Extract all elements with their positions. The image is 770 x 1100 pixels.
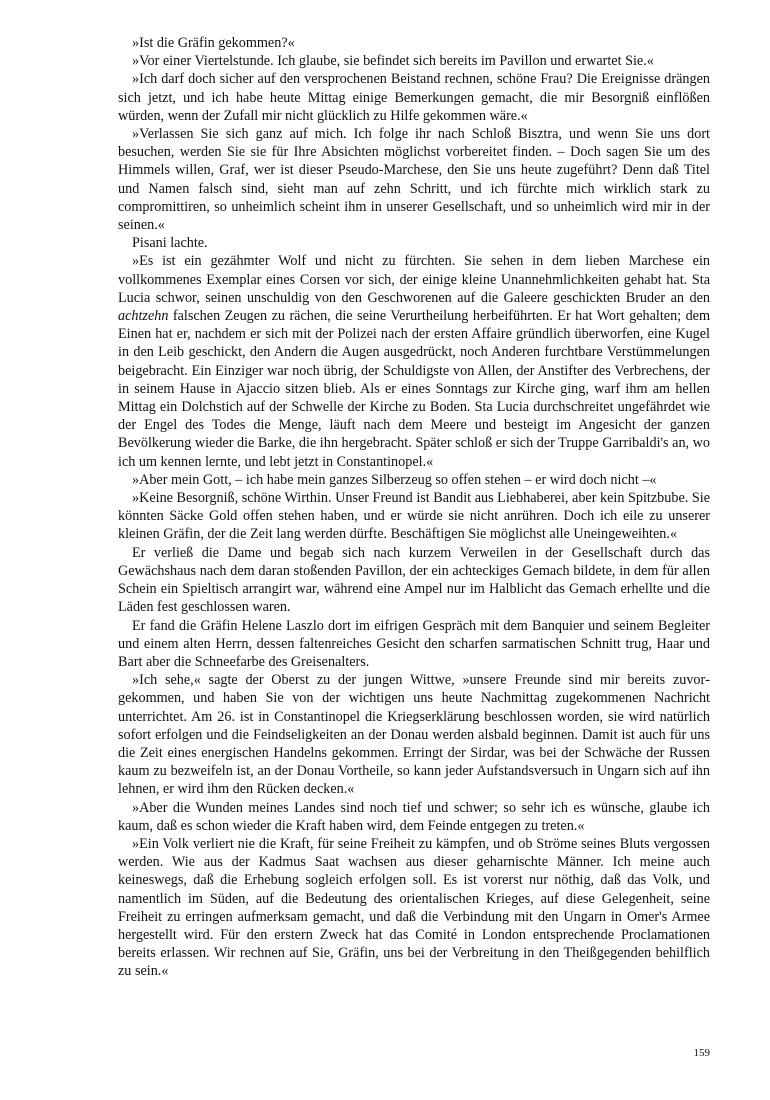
paragraph: »Keine Besorgniß, schöne Wirthin. Unser Freund ist Bandit aus Liebhaberei, aber kein Spitzbube. Sie könnten Säcke Gold offen stehen haben, und er würde sie nicht anrühren. Doch ich eile zu unserer kleinen Gräfin, der die Zeit lang werden dürfte. Beschäftigen Sie möglichst alle Uneingeweihten.« — [118, 490, 710, 543]
paragraph: »Vor einer Viertelstunde. Ich glaube, sie befindet sich bereits im Pavillon und erwartet Sie.« — [132, 53, 654, 70]
paragraph: Pisani lachte. — [132, 235, 208, 252]
paragraph: »Verlassen Sie sich ganz auf mich. Ich folge ihr nach Schloß Bisztra, und wenn Sie uns dort besuchen, werden Sie sie für Ihre Absichten möglichst vorbereitet finden. – Doch sagen Sie um des Himmels willen, Graf, wer ist dieser Pseudo-Marchese, den Sie uns heute zugeführt? Denn daß Titel und Namen falsch sind, sieht man auf zehn Schritt, und ich fürchte mich wirklich stark zu compromittiren, so unheimlich scheint ihm in unserer Gesellschaft, und so unheimlich wird mir in der seinen.« — [118, 126, 710, 234]
paragraph-text: falschen Zeugen zu rächen, die seine Verurtheilung herbeiführten. Er hat Wort gehalten; dem Einen hat er, nachdem er sich mit der Polizei nach der ersten Affaire gründlich überworfen, eine Kugel in den Leib geschickt, den Andern die Augen ausgedrückt, noch Anderen furchtbare Verstümmelungen beigebracht. Ein Einziger war noch übrig, der Schuldigste von Allen, der Anstifter des Verbrechens, der in seinem Hause in Ajaccio sitzen blieb. Als er eines Sonntags zur Kirche ging, warf ihm am hellen Mittag ein Dolchstich auf der Schwelle der Kirche zu Boden. Sta Lucia durchschreitet ungefährdet wie der Engel des Todes die Menge, läuft nach dem Meere und besteigt im Angesicht der ganzen Bevölkerung wieder die Barke, die ihn hergebracht. Später schloß er sich der Truppe Garribaldi's an, wo ich um kennen lernte, und lebt jetzt in Constantinopel.« — [118, 308, 710, 470]
paragraph: »Ist die Gräfin gekommen?« — [132, 35, 295, 51]
emphasized-word: achtzehn — [118, 308, 169, 325]
paragraph: Er verließ die Dame und begab sich nach kurzem Verweilen in der Gesellschaft durch das Gewächshaus nach dem daran stoßenden Pavillon, der ein achteckiges Gemach bildete, in dem für allen Schein ein Spieltisch arrangirt war, während eine Ampel nur im Halblicht das Gemach erhellte und die Läden fest geschlossen waren. — [118, 544, 710, 616]
paragraph — [118, 252, 710, 470]
paragraph: »Ein Volk verliert nie die Kraft, für seine Freiheit zu kämpfen, und ob Ströme seines Bluts vergossen werden. Wie aus der Kadmus Saat wachsen aus dieser geharnischte Männer. Ich meine auch keineswegs, daß die Erhebung sogleich erfolgen soll. Es ist vorerst nur nöthig, daß das Volk, und namentlich im Süden, auf die Bedeutung des orientalischen Krieges, auf diese Gelegenheit, seine Freiheit zu erringen aufmerksam gemacht, und daß die Verbindung mit den Ungarn in Omer's Armee hergestellt wird. Für den erstern Zweck hat das Comité in London entsprechende Proclamationen bereits erlassen. Wir rechnen auf Sie, Gräfin, uns bei der Verbreitung in den Theißgegenden behilflich zu sein.« — [118, 835, 710, 980]
paragraph-text: »Es ist ein gezähmter Wolf und nicht zu fürchten. Sie sehen in dem lieben Marchese ein vollkommenes Exemplar eines Corsen vor sich, der einige kleine Unannehmlichkeiten gehabt hat. Sta Lucia schwor, seinen unschuldig von den Geschworenen auf die Galeere geschickten Bruder an den — [118, 253, 710, 306]
paragraph: »Ich darf doch sicher auf den versprochenen Beistand rechnen, schöne Frau? Die Ereignisse drängen sich jetzt, und ich habe heute Mittag einige Bemerkungen gemacht, die mir Besorgniß einflößen würden, wenn der Zufall mir nicht glücklich zu Hilfe gekommen wäre.« — [118, 71, 710, 124]
page-number: 159 — [693, 1047, 710, 1059]
paragraph: »Ich sehe,« sagte der Oberst zu der jungen Wittwe, »unsere Freunde sind mir bereits zuvorgekommen, und haben Sie von der wichtigen uns heute Nachmittag zugekommenen Nachricht unterrichtet. Am 26. ist in Constantinopel die Kriegserklärung beschlossen worden, sie wird natürlich sofort erfolgen und die Feindseligkeiten an der Donau werden alsbald beginnen. Damit ist auch für uns die Zeit eines energischen Handelns gekommen. Erringt der Sirdar, was bei der Schwäche der Russen kaum zu bezweifeln ist, an der Donau Vortheile, so kann jeder Aufstandsversuch in Ungarn sich auf ihn lehnen, er wird ihm den Rücken decken.« — [118, 672, 710, 798]
paragraph: Er fand die Gräfin Helene Laszlo dort im eifrigen Gespräch mit dem Banquier und seinem Begleiter und einem alten Herrn, dessen faltenreiches Gesicht den scharfen sarmatischen Schnitt trug, Haar und Bart aber die Schneefarbe des Greisenalters. — [118, 617, 710, 670]
paragraph: »Aber mein Gott, – ich habe mein ganzes Silberzeug so offen stehen – er wird doch nicht –« — [132, 471, 657, 488]
paragraph: »Aber die Wunden meines Landes sind noch tief und schwer; so sehr ich es wünsche, glaube ich kaum, daß es schon wieder die Kraft haben wird, dem Feinde entgegen zu treten.« — [118, 799, 710, 834]
body-text — [118, 34, 710, 981]
